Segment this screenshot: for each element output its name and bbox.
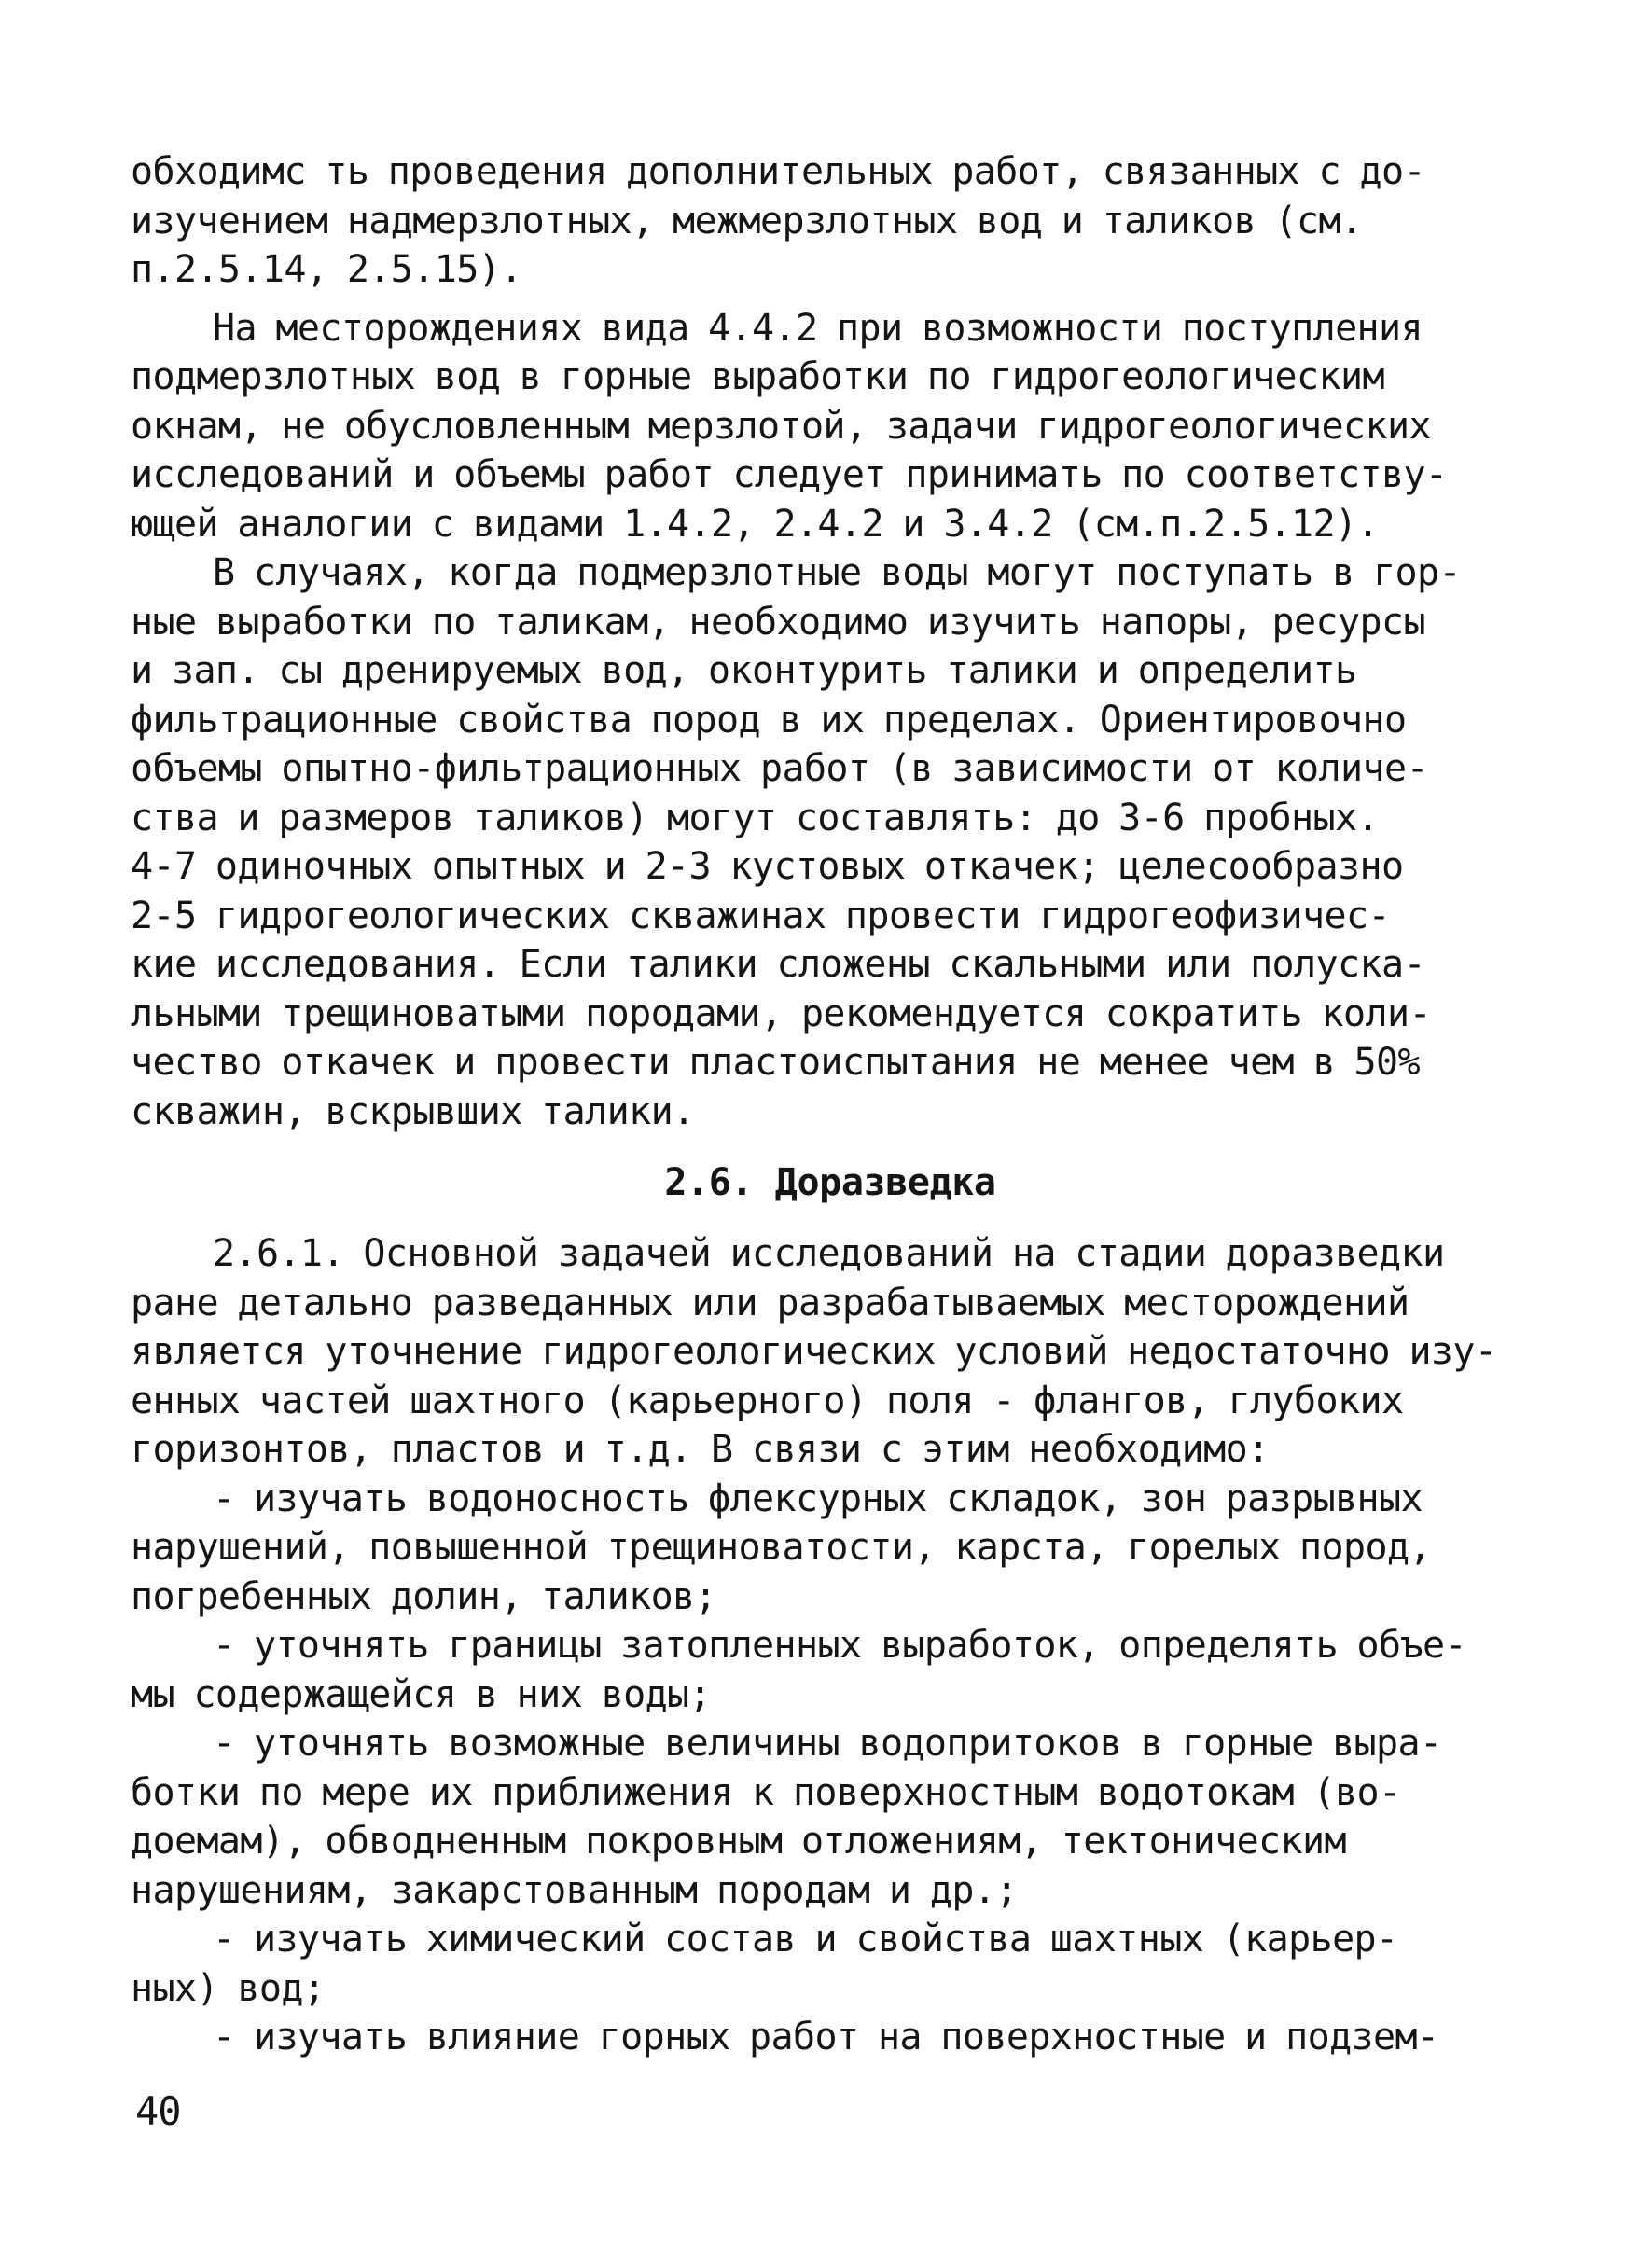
text-line: енных частей шахтного (карьерного) поля - флангов, глубоких	[131, 1379, 1404, 1422]
page-number: 40	[135, 2088, 181, 2134]
text-line: кие исследования. Если талики сложены скальными или полуска-	[131, 943, 1425, 986]
text-line: п.2.5.14, 2.5.15).	[131, 248, 522, 291]
paragraph-taliks	[131, 548, 1530, 1136]
text-line: исследований и объемы работ следует принимать по соответству-	[131, 453, 1448, 496]
text-line: В случаях, когда подмерзлотные воды могут поступать в гор-	[213, 551, 1461, 594]
paragraph-main-task	[131, 1229, 1530, 1475]
text-line: окнам, не обусловленным мерзлотой, задачи гидрогеологических	[131, 404, 1431, 448]
paragraph-permafrost-deposits	[131, 304, 1530, 549]
section-gap	[131, 1207, 1530, 1229]
paragraph-continuation	[131, 147, 1530, 295]
text-line: подмерзлотных вод в горные выработки по гидрогеологическим	[131, 355, 1384, 398]
list-item	[131, 1475, 1530, 1622]
text-line: - изучать химический состав и свойства шахтных (карьер-	[213, 1918, 1398, 1961]
text-line: скважин, вскрывших талики.	[131, 1089, 695, 1133]
text-line: нарушений, повышенной трещиноватости, карста, горелых пород,	[131, 1526, 1431, 1569]
text-line: - уточнять границы затопленных выработок, определять объе-	[213, 1624, 1466, 1667]
text-line: ные выработки по таликам, необходимо изучить напоры, ресурсы	[131, 600, 1425, 644]
text-line: ющей аналогии с видами 1.4.2, 2.4.2 и 3.4.2 (см.п.2.5.12).	[131, 502, 1379, 546]
document-page	[131, 147, 1530, 2062]
list-item	[131, 1719, 1530, 1915]
text-line: обходимс ть проведения дополнительных работ, связанных с до-	[131, 150, 1425, 193]
text-line: 4-7 одиночных опытных и 2-3 кустовых откачек; целесообразно	[131, 845, 1404, 888]
list-item	[131, 2013, 1530, 2062]
text-line: ране детально разведанных или разрабатываемых месторождений	[131, 1281, 1409, 1324]
text-line: ства и размеров таликов) могут составлять: до 3-6 пробных.	[131, 796, 1379, 839]
text-line: - изучать влияние горных работ на поверхностные и подзем-	[213, 2016, 1439, 2058]
text-line: доемам), обводненным покровным отложениям, тектоническим	[131, 1820, 1346, 1863]
text-line: мы содержащейся в них воды;	[131, 1672, 712, 1716]
text-line: изучением надмерзлотных, межмерзлотных вод и таликов (см.	[131, 199, 1363, 243]
text-line: ботки по мере их приближения к поверхностным водотокам (во-	[131, 1770, 1401, 1814]
text-line: ных) вод;	[131, 1966, 326, 2010]
text-line: объемы опытно-фильтрационных работ (в зависимости от количе-	[131, 747, 1428, 790]
text-line: фильтрационные свойства пород в их пределах. Ориентировочно	[131, 698, 1407, 741]
section-heading: 2.6. Доразведка	[664, 1161, 996, 1204]
list-item	[131, 1621, 1530, 1719]
text-line: - изучать водоносность флексурных складок, зон разрывных	[213, 1476, 1423, 1520]
text-line: является уточнение гидрогеологических условий недостаточно изу-	[131, 1330, 1497, 1373]
text-line: На месторождениях вида 4.4.2 при возможности поступления	[213, 306, 1423, 350]
paragraph-gap	[131, 295, 1530, 304]
text-line: горизонтов, пластов и т.д. В связи с этим необходимо:	[131, 1428, 1270, 1471]
text-line: нарушениям, закарстованным породам и др.;	[131, 1868, 1018, 1912]
text-line: льными трещиноватыми породами, рекомендуется сократить коли-	[131, 991, 1431, 1035]
text-line: - уточнять возможные величины водопритоков в горные выра-	[213, 1722, 1442, 1765]
text-line: и зап. сы дренируемых вод, оконтурить талики и определить	[131, 649, 1357, 692]
list-item	[131, 1915, 1530, 2013]
text-line: чество откачек и провести пластоиспытания не менее чем в 50%	[131, 1041, 1420, 1084]
text-line: 2.6.1. Основной задачей исследований на стадии доразведки	[213, 1232, 1445, 1275]
text-line: погребенных долин, таликов;	[131, 1574, 717, 1618]
section-gap	[131, 1136, 1530, 1158]
text-line: 2-5 гидрогеологических скважинах провести гидрогеофизичес-	[131, 894, 1390, 937]
